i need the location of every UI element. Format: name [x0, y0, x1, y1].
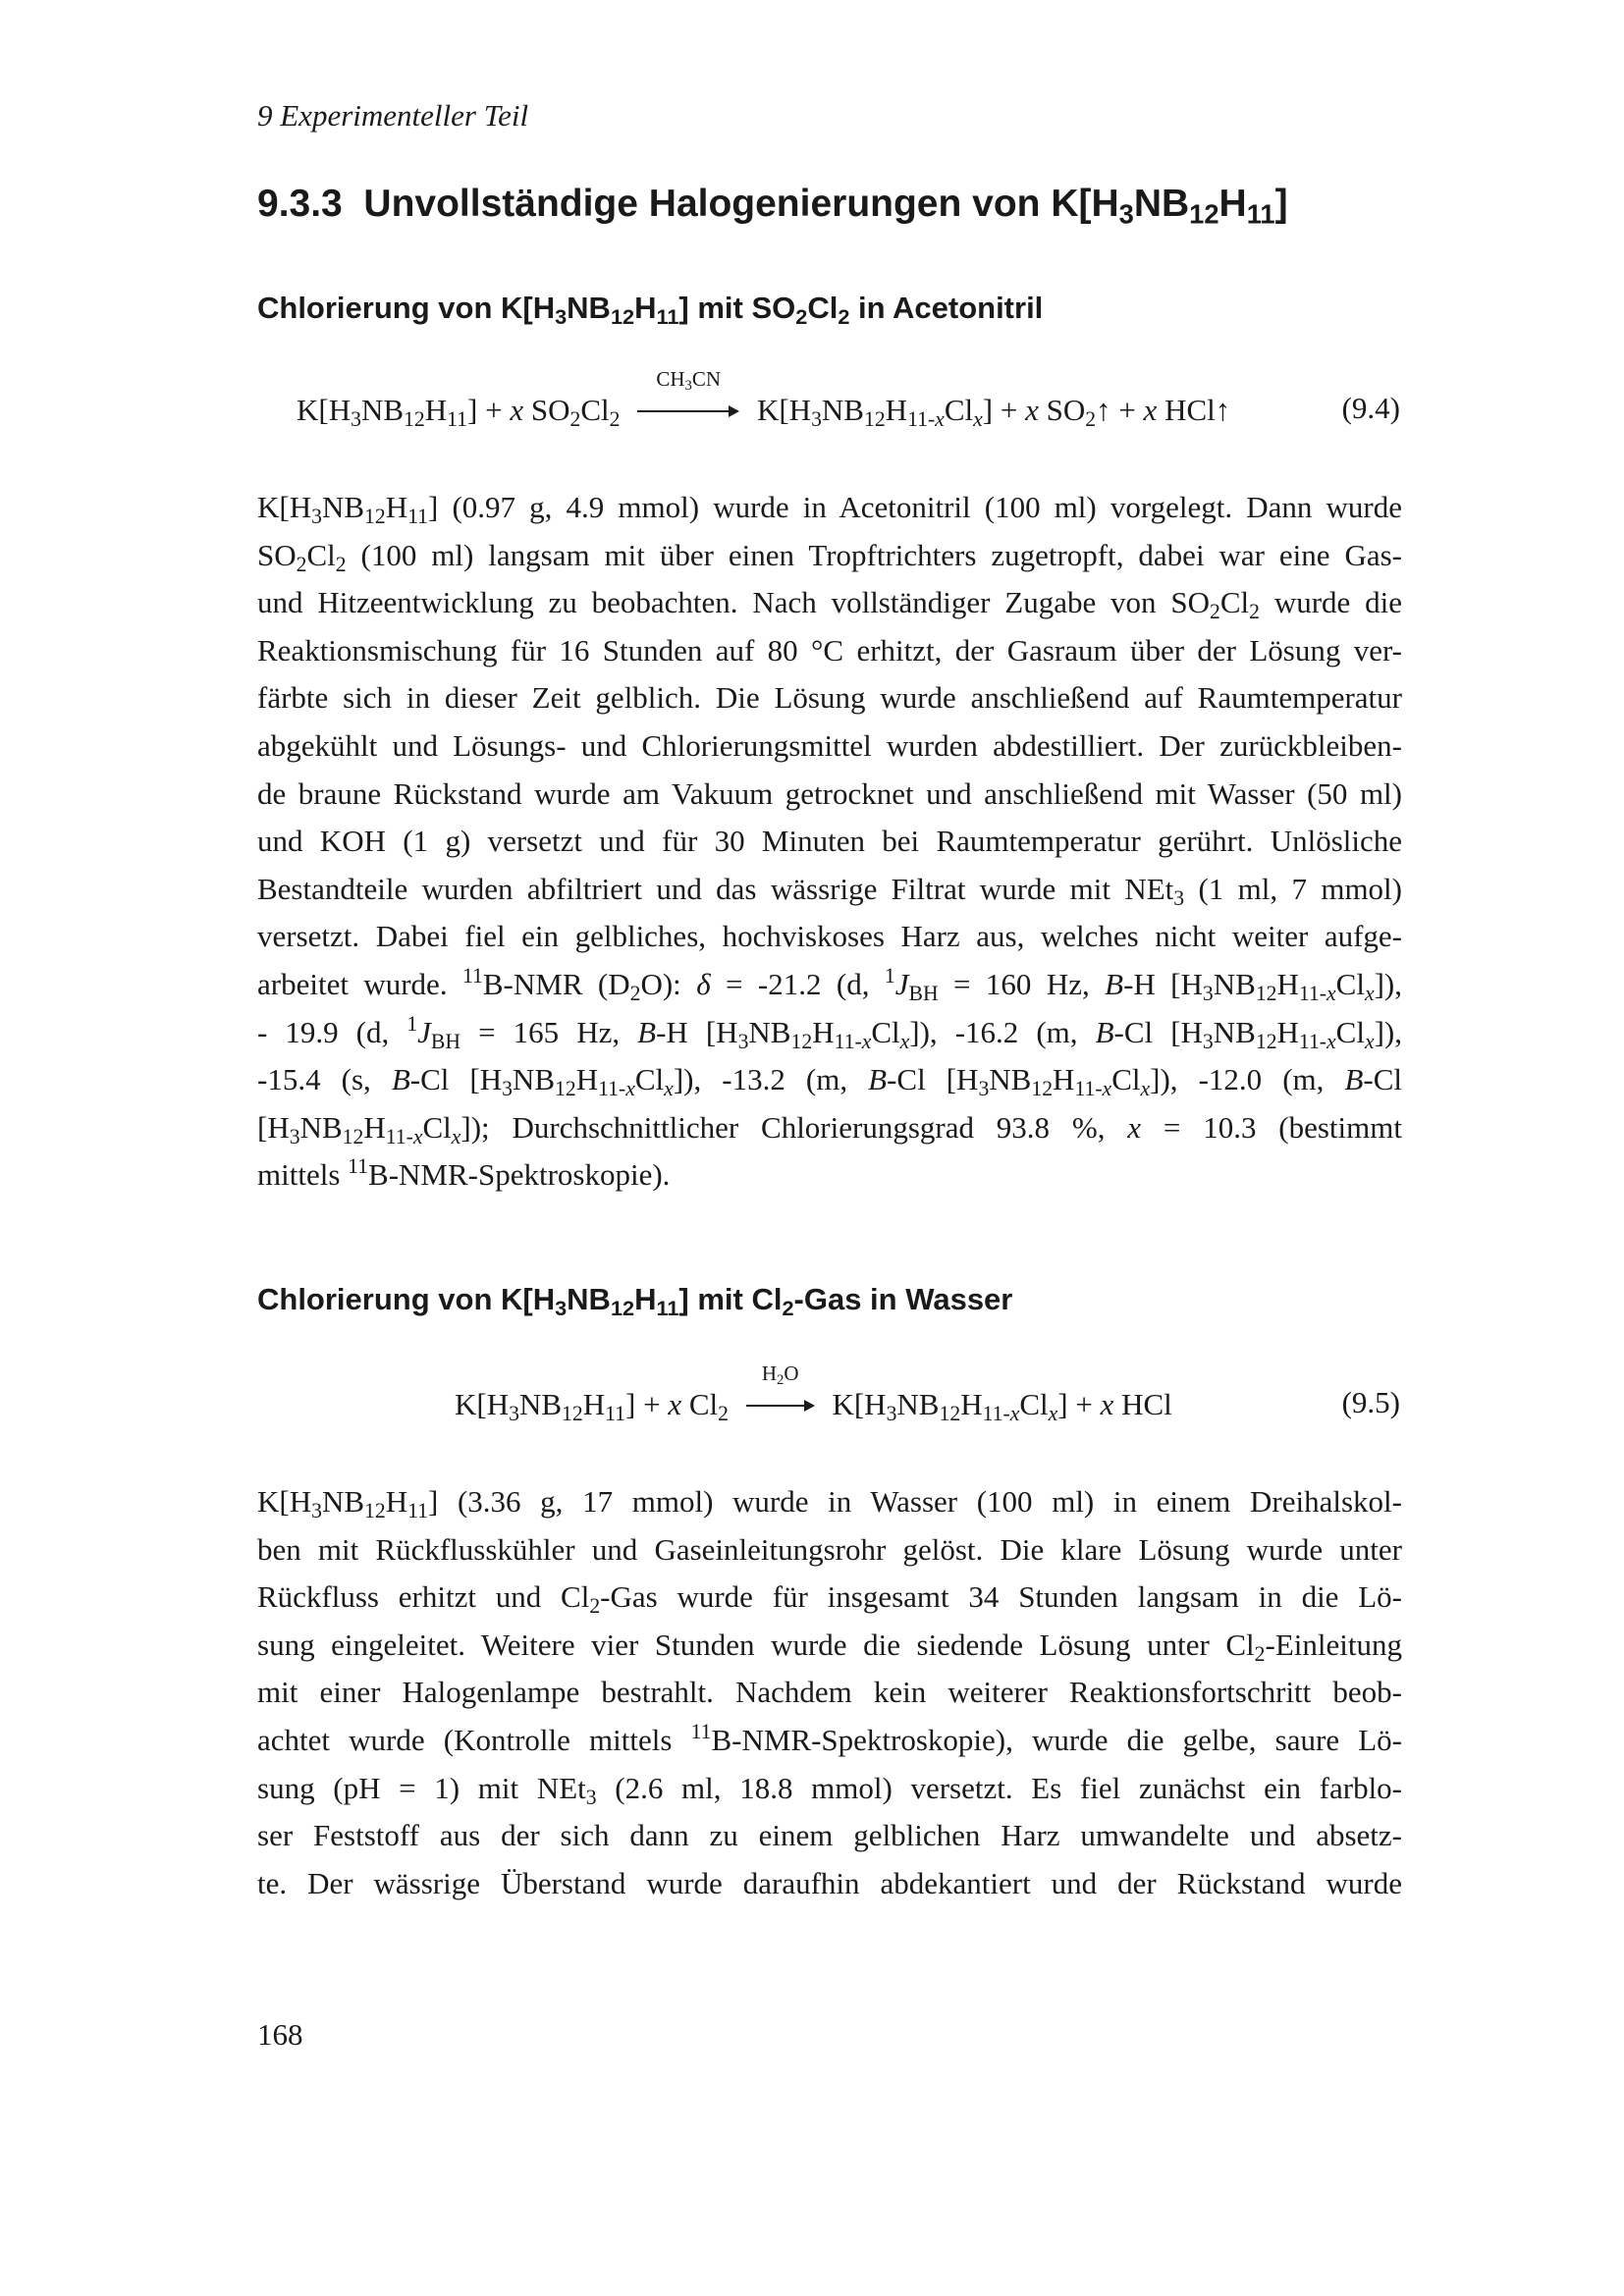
- text-line: versetzt. Dabei fiel ein gelbliches, hochviskoses Harz aus, welches nicht weiter aufge-: [257, 919, 1402, 954]
- text-line: Rückfluss erhitzt und $Cl_2$-Gas wurde für insgesamt 34 Stunden langsam in die Lö-: [257, 1579, 1402, 1619]
- text-line: de braune Rückstand wurde am Vakuum getrocknet und anschließend mit Wasser (50 ml): [257, 775, 1402, 811]
- text-line: färbte sich in dieser Zeit gelblich. Die Lösung wurde anschließend auf Raumtemperatur: [257, 680, 1402, 716]
- text-line: achtet wurde (Kontrolle mittels $^{11}$B-NMR-Spektroskopie), wurde die gelbe, saure Lö-: [257, 1720, 1402, 1757]
- text-line: mittels $^{11}$B-NMR-Spektroskopie).: [257, 1154, 671, 1193]
- equation-products: $K[H_3NB_{12}H_{11-x}Cl_x] + x$ $SO_2↑ + x$ HCl↑: [756, 393, 1231, 432]
- arrow-condition: $H_2O$: [761, 1362, 799, 1389]
- equation-9-5: [455, 1362, 1172, 1426]
- equation-number: (9.5): [1341, 1385, 1400, 1419]
- text-line: und KOH (1 g) versetzt und für 30 Minuten bei Raumtemperatur gerührt. Unlösliche: [257, 824, 1402, 859]
- text-line: sung (pH = 1) mit NEt$_3$ (2.6 ml, 18.8 mmol) versetzt. Es fiel zunächst ein farblo-: [257, 1770, 1402, 1809]
- running-head: 9 Experimenteller Teil: [257, 98, 529, 133]
- equation-9-4: [297, 367, 1231, 432]
- text-line: ben mit Rückflusskühler und Gaseinleitungsrohr gelöst. Die klare Lösung wurde unter: [257, 1531, 1402, 1567]
- text-line: -15.4 (s, B-Cl $[H_3NB_{12}H_{11-x}Cl_x]$), -13.2 (m, B-Cl $[H_3NB_{12}H_{11-x}Cl_x]$), -12.0 (m, B-Cl: [257, 1062, 1402, 1101]
- subsection-title-1: Chlorierung von $K[H_3NB_{12}H_{11}]$ mit $SO_2Cl_2$ in Acetonitril: [257, 291, 1044, 330]
- text-line: - 19.9 (d, $^1J_{BH} = 165$ Hz, B-H $[H_3NB_{12}H_{11-x}Cl_x]$), -16.2 (m, B-Cl $[H_3NB_{12}H_{11-x}Cl_x]$),: [257, 1011, 1403, 1053]
- subsection-title-2: Chlorierung von $K[H_3NB_{12}H_{11}]$ mit $Cl_2$-Gas in Wasser: [257, 1282, 1013, 1321]
- arrow-condition: $CH_3CN$: [656, 367, 722, 395]
- equation-number: (9.4): [1341, 391, 1400, 425]
- reaction-arrow: [637, 367, 739, 420]
- text-line: mit einer Halogenlampe bestrahlt. Nachdem kein weiterer Reaktionsfortschritt beob-: [257, 1675, 1402, 1710]
- paragraph-chlorination-cl2: [257, 1478, 1402, 1907]
- text-line: abgekühlt und Lösungs- und Chlorierungsmittel wurden abdestilliert. Der zurückbleiben-: [257, 727, 1402, 763]
- text-line: $K[H_3NB_{12}H_{11}]$ (3.36 g, 17 mmol) wurde in Wasser (100 ml) in einem Dreihalskol-: [257, 1484, 1402, 1523]
- paragraph-chlorination-so2cl2: [257, 484, 1402, 1200]
- page-number: 168: [257, 2017, 303, 2052]
- equation-products: $K[H_3NB_{12}H_{11-x}Cl_x] + x$ HCl: [832, 1387, 1172, 1426]
- text-line: ser Feststoff aus der sich dann zu einem gelblichen Harz umwandelte und absetz-: [257, 1818, 1402, 1853]
- equation-reactants: $K[H_3NB_{12}H_{11}] + x$ $SO_2Cl_2$: [297, 393, 621, 432]
- text-line: arbeitet wurde. $^{11}$B-NMR $(D_2O)$: δ = -21.2 (d, $^1J_{BH} = 160$ Hz, B-H $[H_3NB_{12}H_{11-x}Cl_x]$),: [257, 964, 1402, 1005]
- equation-reactants: $K[H_3NB_{12}H_{11}] + x$ $Cl_2$: [455, 1387, 729, 1426]
- section-title: 9.3.3 Unvollständige Halogenierungen von $K[H_3NB_{12}H_{11}]$: [257, 183, 1288, 230]
- text-line: Bestandteile wurden abfiltriert und das wässrige Filtrat wurde mit NEt$_3$ (1 ml, 7 mmol): [257, 871, 1402, 910]
- text-line: $K[H_3NB_{12}H_{11}]$ (0.97 g, 4.9 mmol) wurde in Acetonitril (100 ml) vorgelegt. Dann wurde: [257, 490, 1402, 529]
- text-line: sung eingeleitet. Weitere vier Stunden wurde die siedende Lösung unter $Cl_2$-Einleitung: [257, 1627, 1402, 1666]
- text-line: und Hitzeentwicklung zu beobachten. Nach vollständiger Zugabe von $SO_2Cl_2$ wurde die: [257, 585, 1402, 624]
- text-line: $SO_2Cl_2$ (100 ml) langsam mit über einen Tropftrichters zugetropft, dabei war eine Gas-: [257, 537, 1402, 576]
- text-line: $[H_3NB_{12}H_{11-x}Cl_x]$); Durchschnittlicher Chlorierungsgrad 93.8 %, x = 10.3 (bestimmt: [257, 1109, 1402, 1148]
- text-line: te. Der wässrige Überstand wurde daraufhin abdekantiert und der Rückstand wurde: [257, 1865, 1402, 1900]
- text-line: Reaktionsmischung für 16 Stunden auf 80 °C erhitzt, der Gasraum über der Lösung ver-: [257, 632, 1402, 667]
- reaction-arrow: [746, 1362, 815, 1415]
